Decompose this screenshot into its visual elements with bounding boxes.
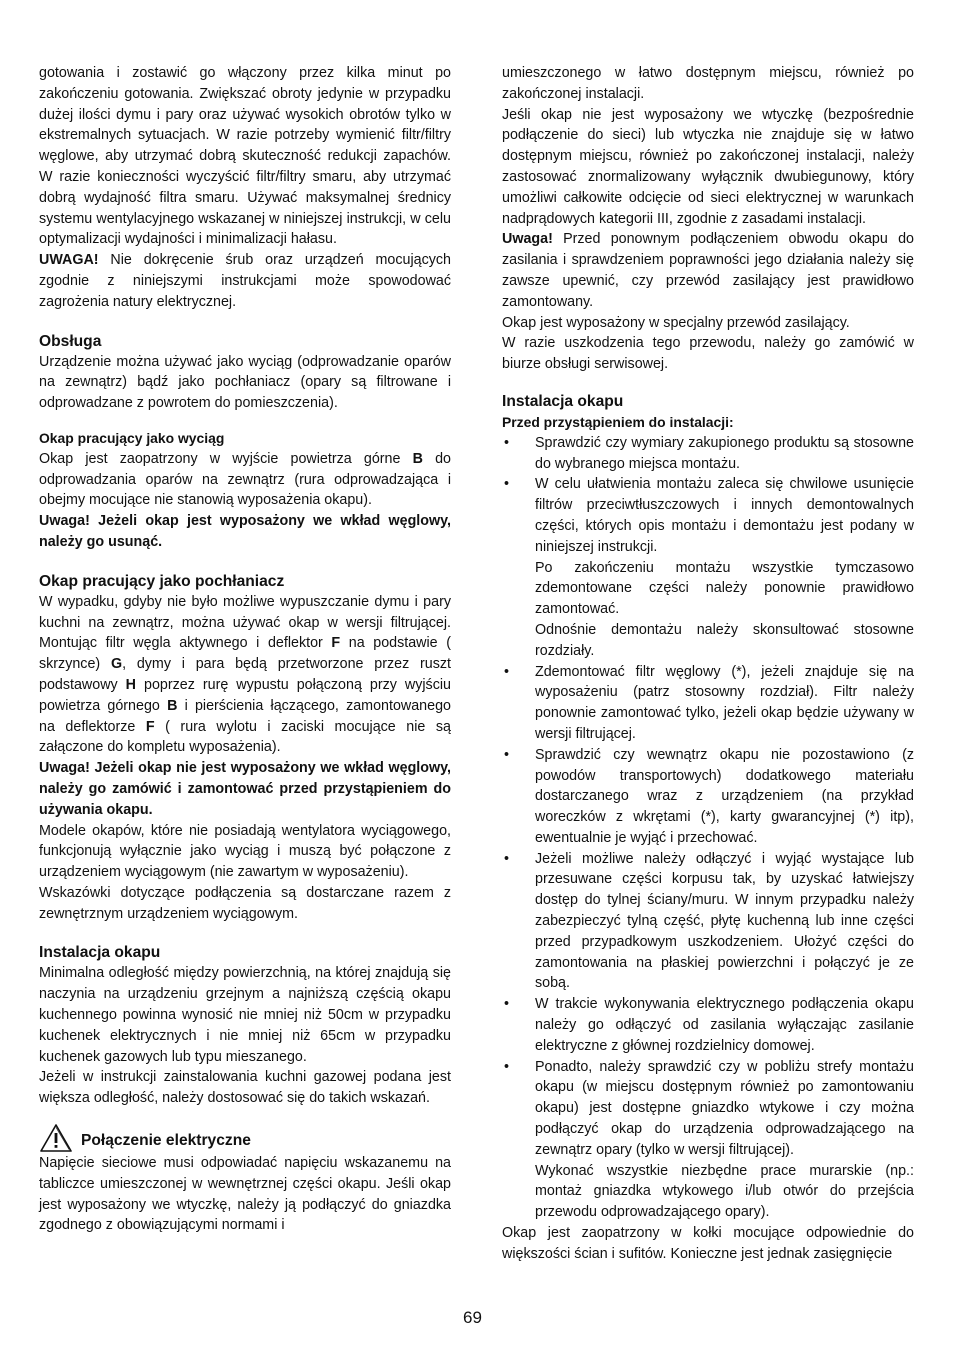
page-number: 69 bbox=[463, 1308, 482, 1327]
obsluga-paragraph: Urządzenie można używać jako wyciąg (odprowadzanie oparów na zewnątrz) bądź jako pochłaniacz (opary są filtrowane i odprowadzane z powrotem do pomieszczenia). bbox=[39, 353, 451, 412]
intro-paragraph: gotowania i zostawić go włączony przez kilka minut po zakończeniu gotowania. Zwiększać obroty jedynie w przypadku dużej ilości dymu i pary oraz używać wysokich obrotów tylko w ekstremalnych sytuacjach. W razie potrzeby wymienić filtr/filtry węglowe, aby utrzymać dobrą skuteczność redukcji zapachów. W razie konieczności wyczyścić filtr/filtry smaru, aby utrzymać dobrą wydajność filtra smaru. Używać maksymalnej średnicy systemu wentylacyjnego wskazanej w niniejszej instrukcji, w celu optymalizacji wydajności i minimalizacji hałasu. bbox=[39, 65, 451, 248]
subheading-przed: Przed przystąpieniem do instalacji: bbox=[502, 413, 734, 430]
right-paragraph-1: umieszczonego w łatwo dostępnym miejscu, również po zakończonej instalacji. bbox=[502, 65, 914, 102]
right-column bbox=[502, 63, 914, 1265]
warning-paragraph bbox=[39, 250, 451, 312]
list-item: • Jeżeli możliwe należy odłączyć i wyjąć wystające lub przesuwane części korpusu tak, by uzyskać łatwiejszy dostęp do tylnej ściany/muru. W innym przypadku należy zabezpieczyć tylną część, płytę kuchenną lub inne części przed przypadkowym uszkodzeniem. Ułożyć części do zamontowania na płaskiej powierzchni i połączyć je ze sobą. bbox=[504, 850, 914, 992]
list-item: • Zdemontować filtr węglowy (*), jeżeli znajduje się na wyposażeniu (patrz stosowny rozdział). Filtr należy ponownie zamontować tylko, jeżeli okap będzie używany w wersji filtrującej. bbox=[504, 663, 914, 742]
right-paragraph-2: Jeśli okap nie jest wyposażony we wtyczkę (bezpośrednie podłączenie do sieci) lub wtyczka nie znajduje się w łatwo dostępnym miejscu, również po zakończonej instalacji, należy zastosować znormalizowany wyłącznik dwubiegunowy, który umożliwi całkowite odcięcie od sieci elektrycznej w warunkach nadprądowych kategorii III, zgodnie z zasadami instalacji. bbox=[502, 106, 914, 227]
left-column bbox=[39, 63, 451, 1236]
models-paragraph: Modele okapów, które nie posiadają wentylatora wyciągowego, funkcjonują wyłącznie jako wyciąg i muszą być połączone z urządzeniem wyciągowym (nie zawartym w wyposażeniu). bbox=[39, 822, 451, 881]
list-item: • Ponadto, należy sprawdzić czy w pobliżu strefy montażu okapu (w miejscu dostępnym również po zamontowaniu okapu) jest dostępne gniazdko wtykowe i czy można podłączyć okap do urządzenia odprowadzającego na zewnątrz opary (tylko w wersji filtrującej). Wykonać wszystkie niezbędne prace murarskie (np.: montaż gniazdka wtykowego i/lub otwór do przejścia przewodu odprowadzającego opary). bbox=[504, 1058, 914, 1221]
warning-triangle-icon bbox=[39, 1123, 73, 1153]
heading-wyciag: Okap pracujący jako wyciąg bbox=[39, 429, 225, 446]
list-item: • Sprawdzić czy wymiary zakupionego produktu są stosowne do wybranego miejsca montażu. bbox=[504, 434, 914, 472]
right-paragraph-3: Okap jest wyposażony w specjalny przewód zasilający. bbox=[502, 314, 850, 331]
heading-obsluga: Obsługa bbox=[39, 332, 102, 350]
installation-bullet-list bbox=[502, 433, 914, 1223]
electrical-heading-row bbox=[39, 1123, 451, 1153]
list-item: • W celu ułatwienia montażu zaleca się chwilowe usunięcie filtrów przeciwtłuszczowych i innych demontowalnych części, których opis montażu i demontażu jest podany w niniejszej instrukcji. Po zakończeniu montażu wszystkie tymczasowo zdemontowane części należy ponownie prawidłowo zamontować. Odnośnie demontażu należy skonsultować stosowne rozdziały. bbox=[504, 476, 914, 659]
instalacja-paragraph-2: Jeżeli w instrukcji zainstalowania kuchni gazowej podana jest większa odległość, należy dostosować się do takich wskazań. bbox=[39, 1069, 451, 1107]
warning-text: Nie dokręcenie śrub oraz urządzeń mocujących zgodnie z niniejszymi instrukcjami może spowodować zagrożenia natury elektrycznej. bbox=[39, 252, 451, 310]
pochlaniacz-paragraph: W wypadku, gdyby nie było możliwe wypuszczanie dymu i pary kuchni na zewnątrz, można używać okap w wersji filtrującej. Montując filtr węgla aktywnego i deflektor F na podstawie ( skrzynce) G, dymy i para będą przetworzone przez ruszt podstawowy H poprzez rurę wypustu połączoną przy wyjściu powietrza górnego B i pierścienia łączącego, zamontowanego na deflektorze F ( rura wylotu i zaciski mocujące nie są załączone do kompletu wyposażenia). bbox=[39, 593, 452, 756]
hints-paragraph: Wskazówki dotyczące podłączenia są dostarczane razem z zewnętrznym urządzeniem wyciągowym. bbox=[39, 884, 451, 922]
heading-polaczenie: Połączenie elektryczne bbox=[81, 1131, 251, 1149]
instalacja-paragraph-1: Minimalna odległość między powierzchnią, na której znajdują się naczynia na urządzeniu grzejnym a najniższą częścią okapu kuchennego powinna wynosić nie mniej niż 50cm w przypadku kuchenek elektrycznych i nie mniej niż 65cm w przypadku kuchenek gazowych lub typu mieszanego. bbox=[39, 965, 451, 1065]
list-item: • W trakcie wykonywania elektrycznego podłączenia okapu należy go odłączyć od zasilania wyłączając zasilanie elektryczne z głównej rozdzielnicy domowej. bbox=[504, 996, 914, 1054]
warning-label: UWAGA! bbox=[39, 252, 99, 269]
wyciag-warning: Uwaga! Jeżeli okap jest wyposażony we wkład węglowy, należy go usunąć. bbox=[39, 513, 451, 550]
pochlaniacz-warning: Uwaga! Jeżeli okap nie jest wyposażony we wkład węglowy, należy go zamówić i zamontować przed przystąpieniem do używania okapu. bbox=[39, 760, 451, 818]
wyciag-paragraph: Okap jest zaopatrzony w wyjście powietrza górne B do odprowadzania oparów na zewnątrz (rura odprowadzająca i obejmy mocujące nie stanowią wyposażenia okapu). bbox=[39, 450, 452, 509]
electrical-paragraph: Napięcie sieciowe musi odpowiadać napięciu wskazanemu na tabliczce umieszczonej w wewnętrznej części okapu. Jeśli okap jest wyposażony we wtyczkę, należy ją podłączyć do gniazdka zgodnego z obowiązującymi normami i bbox=[39, 1155, 451, 1234]
right-final-paragraph: Okap jest zaopatrzony w kołki mocujące odpowiednie do większości ścian i sufitów. Konieczne jest jednak zasięgnięcie bbox=[502, 1225, 914, 1262]
right-paragraph-4: W razie uszkodzenia tego przewodu, należy go zamówić w biurze obsługi serwisowej. bbox=[502, 335, 914, 373]
list-item: • Sprawdzić czy wewnątrz okapu nie pozostawiono (z powodów transportowych) dodatkowego materiału dostarczanego wraz z urządzeniem (na przykład woreczków z wkrętami (*), karty gwarancyjnej (*) itp), ewentualnie je wyjąć i przechować. bbox=[504, 746, 914, 846]
right-warning-paragraph: Uwaga! Przed ponownym podłączeniem obwodu okapu do zasilania i sprawdzeniem poprawności jego działania należy się zawsze upewnić, czy przewód zasilający jest prawidłowo zamontowany. bbox=[502, 231, 914, 310]
heading-pochlaniacz: Okap pracujący jako pochłaniacz bbox=[39, 572, 285, 590]
heading-instalacja-right: Instalacja okapu bbox=[502, 392, 624, 410]
heading-instalacja-left: Instalacja okapu bbox=[39, 944, 161, 962]
